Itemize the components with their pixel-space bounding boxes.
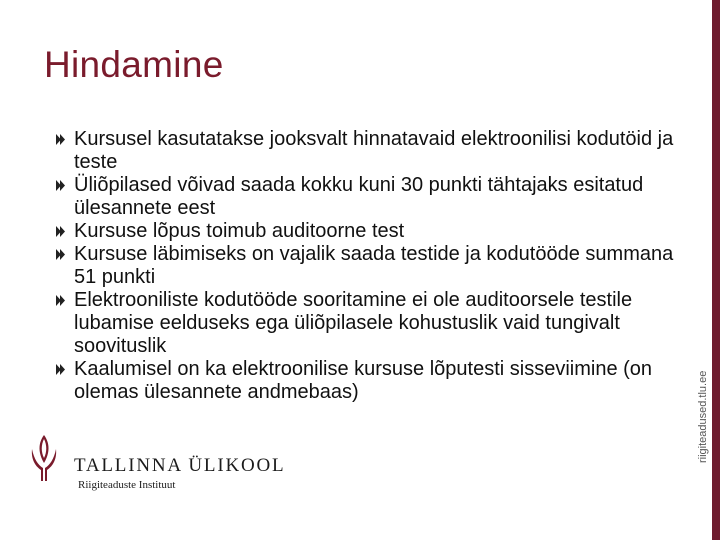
bullet-marker-icon — [56, 134, 65, 145]
bullet-text: Kursuse lõpus toimub auditoorne test — [74, 220, 405, 242]
bullet-text: Elektrooniliste kodutööde sooritamine ei ole auditoorsele testile lubamise eelduseks ega üliõpilasele kohustuslik vaid tungivalt soovituslik — [74, 289, 633, 357]
bullet-marker-icon — [56, 249, 65, 260]
university-name: TALLINNA ÜLIKOOL — [74, 455, 286, 476]
bullet-item — [56, 243, 686, 289]
institute-name: Riigiteaduste Instituut — [78, 479, 176, 491]
accent-bar — [712, 0, 720, 540]
bullet-text: Kaalumisel on ka elektroonilise kursuse lõputesti sisseviimine (on olemas ülesannete andmebaas) — [74, 358, 653, 403]
bullet-item — [56, 358, 686, 404]
website-label: riigiteadused.tlu.ee — [697, 370, 709, 463]
university-emblem-icon — [30, 435, 58, 481]
bullet-list — [56, 128, 686, 404]
bullet-item — [56, 128, 686, 174]
slide-title: Hindamine — [44, 44, 224, 85]
bullet-text: Üliõpilased võivad saada kokku kuni 30 punkti tähtajaks esitatud ülesannete eest — [74, 174, 644, 219]
bullet-item — [56, 174, 686, 220]
bullet-item — [56, 220, 686, 243]
bullet-marker-icon — [56, 364, 65, 375]
bullet-marker-icon — [56, 295, 65, 306]
bullet-text: Kursuse läbimiseks on vajalik saada testide ja kodutööde summana 51 punkti — [74, 243, 674, 288]
bullet-marker-icon — [56, 226, 65, 237]
bullet-item — [56, 289, 686, 358]
bullet-text: Kursusel kasutatakse jooksvalt hinnatavaid elektroonilisi kodutöid ja teste — [74, 128, 674, 173]
bullet-marker-icon — [56, 180, 65, 191]
